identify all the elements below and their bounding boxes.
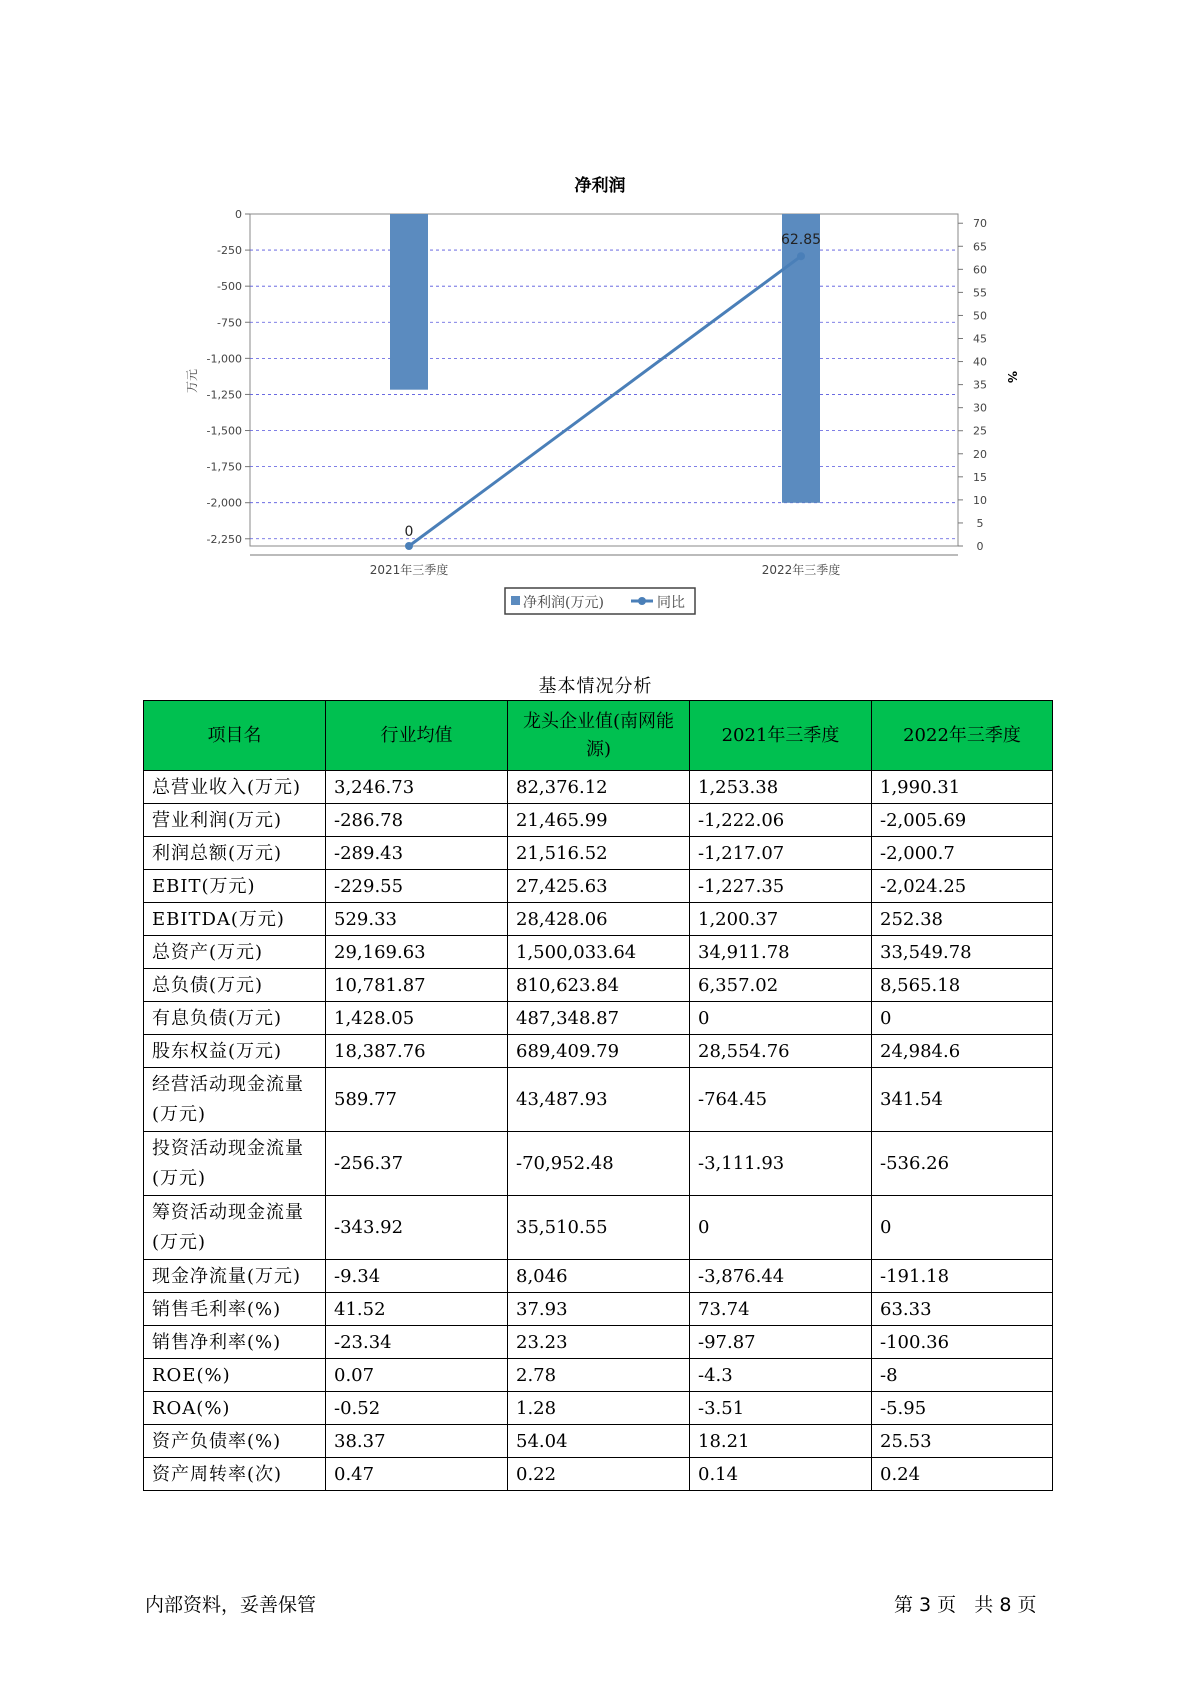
row-label: 总营业收入(万元) (144, 771, 326, 804)
table-cell: 37.93 (508, 1293, 690, 1326)
table-cell: 1,500,033.64 (508, 936, 690, 969)
y-right-tick-label: 40 (973, 355, 987, 369)
legend-line-label: 同比 (657, 595, 685, 611)
table-header-row (144, 701, 1053, 771)
table-cell: 487,348.87 (508, 1002, 690, 1035)
table-cell: 82,376.12 (508, 771, 690, 804)
table-cell: -764.45 (690, 1068, 872, 1132)
table-cell: 0.24 (872, 1458, 1053, 1491)
table-cell: 10,781.87 (326, 969, 508, 1002)
y-right-axis-label: % (1005, 370, 1019, 384)
data-label: 62.85 (780, 232, 822, 248)
y-right-tick-label: 0 (976, 540, 984, 553)
y-left-tick-label: -1,500 (206, 424, 242, 438)
row-label: 营业利润(万元) (144, 804, 326, 837)
table-cell: 3,246.73 (326, 771, 508, 804)
table-cell: 54.04 (508, 1425, 690, 1458)
table-cell: 6,357.02 (690, 969, 872, 1002)
header-2021-q3: 2021年三季度 (690, 701, 872, 771)
table-row (144, 1132, 1053, 1196)
table-cell: -286.78 (326, 804, 508, 837)
table-cell: -2,024.25 (872, 870, 1053, 903)
y-right-tick-label: 45 (973, 332, 987, 346)
chart-title: 净利润 (574, 176, 626, 196)
table-cell: 0 (872, 1196, 1053, 1260)
table-cell: 1,428.05 (326, 1002, 508, 1035)
table-cell: -5.95 (872, 1392, 1053, 1425)
table-cell: 29,169.63 (326, 936, 508, 969)
table-cell: -0.52 (326, 1392, 508, 1425)
table-cell: 1,200.37 (690, 903, 872, 936)
table-cell: -343.92 (326, 1196, 508, 1260)
table-cell: 589.77 (326, 1068, 508, 1132)
table-cell: 689,409.79 (508, 1035, 690, 1068)
table-cell: 8,046 (508, 1260, 690, 1293)
table-cell: -1,217.07 (690, 837, 872, 870)
row-label: ROE(%) (144, 1359, 326, 1392)
bar-net-profit (390, 214, 428, 390)
y-left-tick-label: -1,750 (206, 460, 242, 474)
table-cell: -9.34 (326, 1260, 508, 1293)
table-cell: 252.38 (872, 903, 1053, 936)
table-cell: -70,952.48 (508, 1132, 690, 1196)
table-row (144, 1068, 1053, 1132)
table-cell: -97.87 (690, 1326, 872, 1359)
table-row (144, 1035, 1053, 1068)
y-left-tick-label: -1,000 (206, 352, 242, 366)
table-cell: -3,876.44 (690, 1260, 872, 1293)
table-cell: 0.22 (508, 1458, 690, 1491)
legend-bar-marker (511, 596, 520, 605)
table-cell: -100.36 (872, 1326, 1053, 1359)
row-label: EBIT(万元) (144, 870, 326, 903)
table-cell: -229.55 (326, 870, 508, 903)
table-row (144, 804, 1053, 837)
table-cell: -191.18 (872, 1260, 1053, 1293)
table-cell: 63.33 (872, 1293, 1053, 1326)
table-row (144, 771, 1053, 804)
table-cell: -289.43 (326, 837, 508, 870)
table-cell: 18,387.76 (326, 1035, 508, 1068)
y-right-tick-label: 5 (976, 516, 984, 530)
table-row (144, 1392, 1053, 1425)
table-cell: -2,005.69 (872, 804, 1053, 837)
table-cell: 34,911.78 (690, 936, 872, 969)
table-cell: -2,000.7 (872, 837, 1053, 870)
line-point (405, 542, 413, 550)
table-row (144, 870, 1053, 903)
y-right-tick-label: 35 (973, 378, 987, 392)
table-cell: 2.78 (508, 1359, 690, 1392)
y-right-tick-label: 60 (973, 263, 987, 277)
table-cell: 810,623.84 (508, 969, 690, 1002)
table-row (144, 903, 1053, 936)
y-right-tick-label: 10 (973, 493, 987, 507)
table-cell: -536.26 (872, 1132, 1053, 1196)
y-left-axis-label: 万元 (185, 368, 199, 394)
y-right-tick-label: 65 (973, 240, 987, 254)
header-leader-value: 龙头企业值(南网能源) (508, 701, 690, 771)
row-label: 总资产(万元) (144, 936, 326, 969)
table-cell: 27,425.63 (508, 870, 690, 903)
table-cell: 24,984.6 (872, 1035, 1053, 1068)
table-cell: 35,510.55 (508, 1196, 690, 1260)
table-cell: 23.23 (508, 1326, 690, 1359)
table-cell: 38.37 (326, 1425, 508, 1458)
table-row (144, 1293, 1053, 1326)
table-cell: 341.54 (872, 1068, 1053, 1132)
table-cell: -1,227.35 (690, 870, 872, 903)
header-item-name: 项目名 (144, 701, 326, 771)
row-label: EBITDA(万元) (144, 903, 326, 936)
table-cell: 33,549.78 (872, 936, 1053, 969)
table-cell: -3,111.93 (690, 1132, 872, 1196)
y-right-tick-label: 30 (973, 401, 987, 415)
table-row (144, 1425, 1053, 1458)
y-left-tick-label: 0 (235, 208, 242, 221)
row-label: 筹资活动现金流量(万元) (144, 1196, 326, 1260)
row-label: 有息负债(万元) (144, 1002, 326, 1035)
table-cell: 0.47 (326, 1458, 508, 1491)
basic-analysis-table (143, 700, 1053, 1491)
table-cell: -23.34 (326, 1326, 508, 1359)
table-cell: 28,428.06 (508, 903, 690, 936)
table-cell: 21,465.99 (508, 804, 690, 837)
y-left-tick-label: -2,000 (206, 496, 242, 510)
row-label: 现金净流量(万元) (144, 1260, 326, 1293)
line-point (797, 252, 805, 260)
row-label: ROA(%) (144, 1392, 326, 1425)
table-row (144, 1458, 1053, 1491)
y-left-tick-label: -1,250 (206, 388, 242, 402)
y-left-tick-label: -250 (217, 244, 242, 258)
table-cell: 21,516.52 (508, 837, 690, 870)
row-label: 销售毛利率(%) (144, 1293, 326, 1326)
row-label: 经营活动现金流量(万元) (144, 1068, 326, 1132)
table-cell: -256.37 (326, 1132, 508, 1196)
table-body (144, 771, 1053, 1491)
chart-svg (0, 0, 1191, 640)
table-cell: 43,487.93 (508, 1068, 690, 1132)
table-row (144, 936, 1053, 969)
x-tick-label: 2021年三季度 (369, 563, 449, 577)
table-cell: -4.3 (690, 1359, 872, 1392)
net-profit-chart (0, 0, 1191, 640)
table-cell: -1,222.06 (690, 804, 872, 837)
plot-area (250, 214, 958, 546)
row-label: 资产负债率(%) (144, 1425, 326, 1458)
y-right-tick-label: 55 (973, 286, 987, 300)
table-row (144, 1326, 1053, 1359)
table-row (144, 1260, 1053, 1293)
table-caption: 基本情况分析 (538, 676, 653, 697)
legend-bar-label: 净利润(万元) (523, 595, 604, 611)
table-row (144, 969, 1053, 1002)
y-right-tick-label: 50 (973, 309, 987, 323)
table-cell: 73.74 (690, 1293, 872, 1326)
table-cell: 0.07 (326, 1359, 508, 1392)
y-right-tick-label: 15 (973, 470, 987, 484)
footer-confidential: 内部资料，妥善保管 (145, 1594, 317, 1616)
table-cell: 41.52 (326, 1293, 508, 1326)
row-label: 投资活动现金流量(万元) (144, 1132, 326, 1196)
table-row (144, 1359, 1053, 1392)
row-label: 股东权益(万元) (144, 1035, 326, 1068)
table-row (144, 837, 1053, 870)
row-label: 销售净利率(%) (144, 1326, 326, 1359)
data-label: 0 (404, 524, 414, 540)
legend-line-point (638, 597, 646, 605)
y-right-tick-label: 25 (973, 424, 987, 438)
table-cell: 1.28 (508, 1392, 690, 1425)
table-row (144, 1196, 1053, 1260)
header-2022-q3: 2022年三季度 (872, 701, 1053, 771)
table-cell: 1,253.38 (690, 771, 872, 804)
table-cell: 25.53 (872, 1425, 1053, 1458)
table-cell: 8,565.18 (872, 969, 1053, 1002)
row-label: 总负债(万元) (144, 969, 326, 1002)
table-row (144, 1002, 1053, 1035)
y-left-tick-label: -500 (217, 280, 242, 294)
x-tick-label: 2022年三季度 (761, 563, 841, 577)
table-cell: 18.21 (690, 1425, 872, 1458)
table-cell: -3.51 (690, 1392, 872, 1425)
footer-page-number: 第 3 页 共 8 页 (894, 1594, 1037, 1616)
header-industry-avg: 行业均值 (326, 701, 508, 771)
y-left-tick-label: -750 (217, 316, 242, 330)
row-label: 资产周转率(次) (144, 1458, 326, 1491)
table-cell: 28,554.76 (690, 1035, 872, 1068)
table-cell: 529.33 (326, 903, 508, 936)
row-label: 利润总额(万元) (144, 837, 326, 870)
table-cell: 0 (690, 1196, 872, 1260)
y-right-tick-label: 20 (973, 447, 987, 461)
table-cell: 0 (690, 1002, 872, 1035)
table-cell: 0.14 (690, 1458, 872, 1491)
table-cell: -8 (872, 1359, 1053, 1392)
table-cell: 0 (872, 1002, 1053, 1035)
y-right-tick-label: 70 (973, 217, 987, 231)
table-cell: 1,990.31 (872, 771, 1053, 804)
y-left-tick-label: -2,250 (206, 532, 242, 546)
